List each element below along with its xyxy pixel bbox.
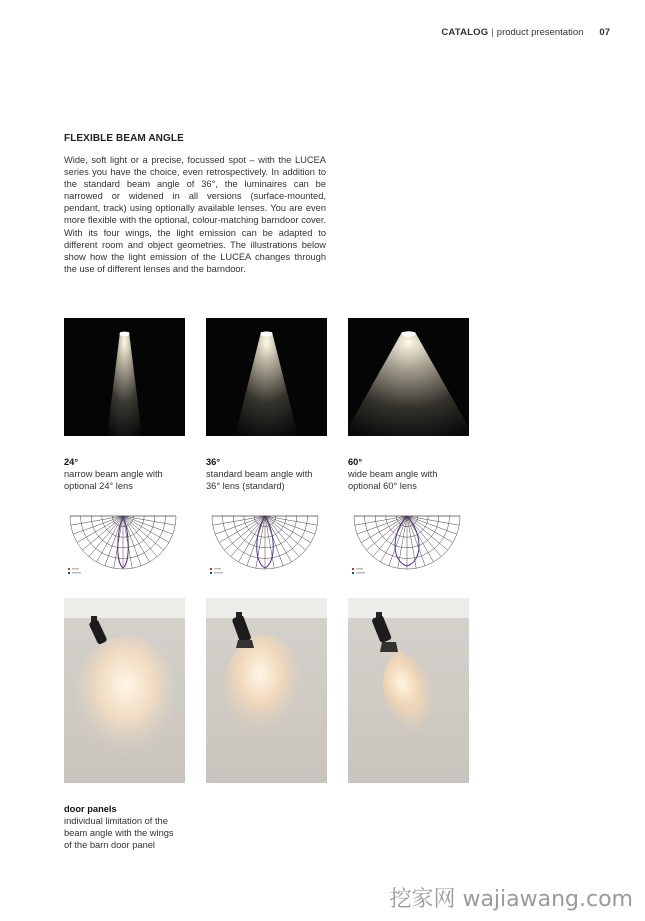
header-subtitle: product presentation: [496, 27, 584, 38]
watermark: 挖家网 wajiawang.com: [389, 887, 633, 912]
polar-diagram-36: [206, 512, 324, 580]
header-brand: CATALOG: [441, 27, 489, 38]
beam-photo-60: [348, 318, 469, 436]
polar-diagram-24: [64, 512, 182, 580]
caption-24: [64, 456, 189, 492]
door-panels-line2: beam angle with the wings: [64, 828, 174, 838]
door-panels-line3: of the barn door panel: [64, 840, 155, 850]
caption-24-angle: 24°: [64, 457, 79, 467]
caption-36-angle: 36°: [206, 457, 221, 467]
door-photo-3: [348, 598, 469, 783]
door-photo-2: [206, 598, 327, 783]
beam-photo-36: [206, 318, 327, 436]
caption-36-line1: standard beam angle with: [206, 469, 313, 479]
caption-24-line1: narrow beam angle with: [64, 469, 163, 479]
section-title: FLEXIBLE BEAM ANGLE: [64, 133, 184, 144]
caption-36: [206, 456, 331, 492]
caption-60-line2: optional 60° lens: [348, 481, 417, 491]
polar-diagram-60: [348, 512, 466, 580]
intro-text: Wide, soft light or a precise, focussed spot – with the LUCEA series you have the choice, even retrospectively. In addition to the standard beam angle of 36°, the luminaires can be narrowed or widened in all versions (surface-mounted, pendant, track) using optionally available lenses. You are even more flexible with the optional, colour-matching barndoor cover. With its four wings, the light emission can be adapted to different room and object geometries. The illustrations below show how the light emission of the LUCEA changes through the use of different lenses and the barndoor.: [64, 155, 326, 274]
caption-24-line2: optional 24° lens: [64, 481, 133, 491]
door-photo-1: [64, 598, 185, 783]
door-panels-title: door panels: [64, 804, 117, 814]
door-panels-line1: individual limitation of the: [64, 816, 168, 826]
caption-60: [348, 456, 473, 492]
header-separator: |: [491, 27, 494, 38]
page-number: 07: [599, 27, 610, 38]
caption-60-angle: 60°: [348, 457, 363, 467]
caption-60-line1: wide beam angle with: [348, 469, 438, 479]
caption-36-line2: 36° lens (standard): [206, 481, 285, 491]
beam-photo-24: [64, 318, 185, 436]
page-header: [441, 27, 610, 38]
door-panels-caption: [64, 803, 194, 851]
